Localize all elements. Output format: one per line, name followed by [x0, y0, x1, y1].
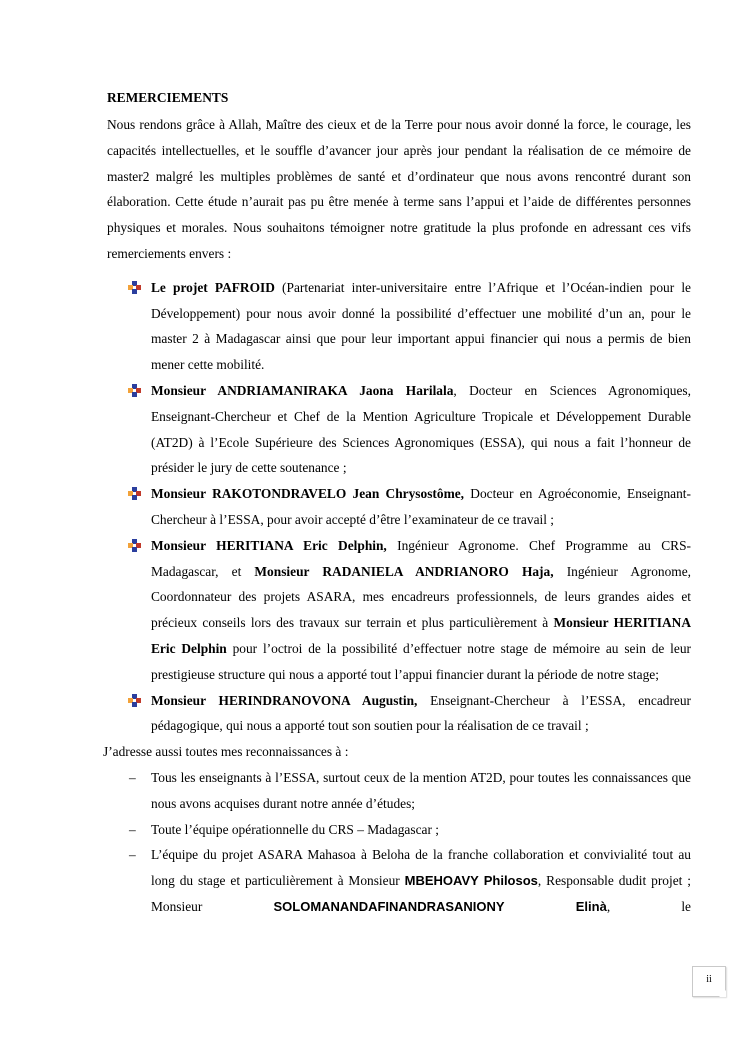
- bullet-text: pour l’octroi de la possibilité d’effectuer notre stage de mémoire au sein de leur prestigieuse structure qui nous a apporté tout l’appui financier durant la période de notre stage;: [151, 640, 691, 682]
- list-item: [151, 533, 691, 688]
- four-square-bullet-icon: [128, 281, 141, 294]
- bullet-text: Ingénieur Agronome. Chef Programme au CRS-Madagascar, et: [151, 537, 692, 579]
- list-item: [151, 688, 691, 740]
- four-square-bullet-icon: [128, 539, 141, 552]
- bullet-bold: Monsieur ANDRIAMANIRAKA Jaona Harilala: [151, 382, 454, 398]
- dash-bold: MBEHOAVY Philosos: [404, 873, 538, 889]
- secondary-intro: J’adresse aussi toutes mes reconnaissances à :: [103, 744, 349, 760]
- list-item: [129, 817, 691, 843]
- dash-text: L’équipe du projet ASARA Mahasoa à Beloha de la franche collaboration et convivialité tout au long du stage et particulièrement à Monsieur: [151, 847, 691, 889]
- list-item: [129, 842, 691, 919]
- dash-marker: –: [129, 769, 136, 785]
- bullet-text: Enseignant-Chercheur à l’ESSA, encadreur pédagogique, qui nous a apporté tout son soutien pour la réalisation de ce travail ;: [151, 692, 692, 734]
- dash-text: , le: [606, 898, 691, 914]
- dash-marker: –: [129, 821, 136, 837]
- list-item: [129, 765, 691, 817]
- document-page: [103, 87, 692, 920]
- dash-text: Tous les enseignants à l’ESSA, surtout ceux de la mention AT2D, pour toutes les connaissances que nous avons acquises durant notre année d’études;: [151, 769, 691, 811]
- bullet-bold: Monsieur RAKOTONDRAVELO Jean Chrysostôme,: [151, 486, 465, 502]
- dash-bold: SOLOMANANDAFINANDRASANIONY Elinà: [273, 898, 607, 914]
- four-square-bullet-icon: [128, 487, 141, 500]
- bullet-bold: Monsieur RADANIELA ANDRIANORO Haja,: [254, 563, 554, 579]
- list-item: [151, 481, 691, 533]
- dash-marker: –: [129, 847, 136, 863]
- dash-text: Toute l’équipe opérationnelle du CRS – Madagascar ;: [151, 821, 439, 837]
- page-number: ii: [692, 966, 726, 997]
- four-square-bullet-icon: [128, 384, 141, 397]
- bullet-bold: Monsieur HERITIANA Eric Delphin,: [151, 537, 387, 553]
- intro-paragraph: Nous rendons grâce à Allah, Maître des cieux et de la Terre pour nous avoir donné la force, le courage, les capacités intellectuelles, et le souffle d’avancer jour après jour pendant la réalisation de ce mémoire de master2 malgré les multiples problèmes de santé et d’ordinateur que nous avons rencontré durant son élaboration. Cette étude n’aurait pas pu être menée à terme sans l’appui et l’aide de différentes personnes physiques et morales. Nous souhaitons témoigner notre gratitude la plus profonde en adressant ces vifs remerciements envers :: [107, 117, 691, 261]
- acknowledgement-list: [107, 275, 691, 739]
- bullet-text: Ingénieur Agronome, Coordonnateur des projets ASARA, mes encadreurs professionnels, de leurs grandes aides et précieux conseils lors des travaux sur terrain et plus particulièrement à: [151, 563, 692, 631]
- bullet-text: , Docteur en Sciences Agronomiques, Enseignant-Chercheur et Chef de la Mention Agriculture Tropicale et Développement Durable (AT2D) à l’Ecole Supérieure des Sciences Agronomiques (ESSA), qui nous a fait l’honneur de présider le jury de cette soutenance ;: [151, 382, 691, 476]
- dash-text: , Responsable dudit projet ; Monsieur: [151, 873, 691, 914]
- reconnaissance-list: [107, 765, 691, 920]
- bullet-bold: Monsieur HERITIANA Eric Delphin: [151, 615, 691, 656]
- bullet-text: (Partenariat inter-universitaire entre l’Afrique et l’Océan-indien pour le Développement) pour nous avoir donné la possibilité d’effectuer une mobilité d’un an, pour le master 2 à Madagascar ainsi que pour leur important appui financier qui nous a permis de bien mener cette mobilité.: [151, 279, 691, 373]
- bullet-bold: Le projet PAFROID: [151, 279, 275, 295]
- four-square-bullet-icon: [128, 694, 141, 707]
- bullet-bold: Monsieur HERINDRANOVONA Augustin,: [151, 692, 418, 708]
- bullet-text: Docteur en Agroéconomie, Enseignant-Chercheur à l’ESSA, pour avoir accepté d’être l’examinateur de ce travail ;: [151, 486, 691, 527]
- list-item: [151, 275, 691, 378]
- section-heading: REMERCIEMENTS: [107, 90, 229, 105]
- list-item: [151, 378, 691, 481]
